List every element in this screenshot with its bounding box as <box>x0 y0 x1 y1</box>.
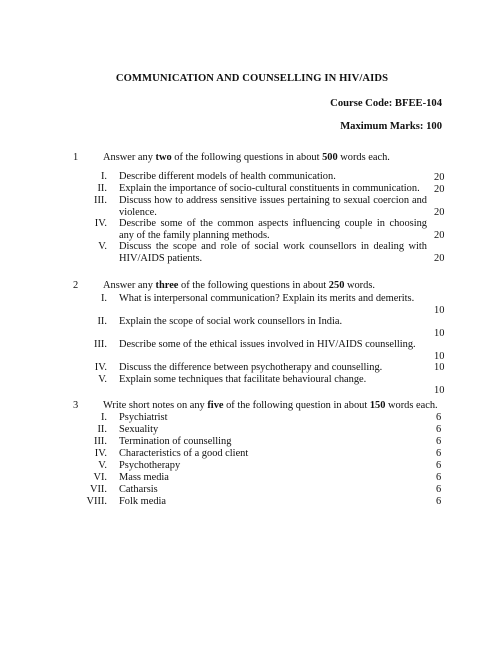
q1-item-4-roman: IV. <box>94 218 107 229</box>
q1-item-1-text: Describe different models of health communication. <box>119 171 336 182</box>
q3-item-1-roman: I. <box>100 412 107 423</box>
paper-title: COMMUNICATION AND COUNSELLING IN HIV/AIDS <box>115 73 389 84</box>
q2-item-1-roman: I. <box>100 293 107 304</box>
question-2-number: 2 <box>73 280 79 291</box>
q2-item-2-marks: 10 <box>434 328 445 339</box>
q2-item-5-text: Explain some techniques that facilitate behavioural change. <box>119 374 367 385</box>
q1-item-3-marks: 20 <box>434 207 445 218</box>
q1-item-4-marks: 20 <box>434 230 445 241</box>
question-2-words: 250 <box>328 280 345 291</box>
q3-item-4-marks: 6 <box>436 448 442 459</box>
q3-item-7-text: Catharsis <box>119 484 158 495</box>
q3-item-7-roman: VII. <box>89 484 107 495</box>
q2-item-4-text: Discuss the difference between psychotherapy and counselling. <box>119 362 383 373</box>
q2-item-2-text: Explain the scope of social work counsellors in India. <box>119 316 343 327</box>
q2-item-1-marks: 10 <box>434 305 445 316</box>
q2-item-2-roman: II. <box>97 316 107 327</box>
q2-item-3-marks: 10 <box>434 351 445 362</box>
q3-item-6-roman: VI. <box>93 472 107 483</box>
q2-item-4-marks: 10 <box>434 362 445 373</box>
q3-item-2-marks: 6 <box>436 424 442 435</box>
q3-item-5-text: Psychotherapy <box>119 460 181 471</box>
q2-item-3-text: Describe some of the ethical issues involved in HIV/AIDS counselling. <box>119 339 416 350</box>
q3-item-1-marks: 6 <box>436 412 442 423</box>
q3-item-3-text: Termination of counselling <box>119 436 232 447</box>
q3-item-5-roman: V. <box>98 460 107 471</box>
question-1-words: 500 <box>322 152 338 163</box>
question-2-instruction: Answer any three of the following questions in about 250 words. <box>103 280 375 291</box>
q3-item-3-roman: III. <box>94 436 107 447</box>
q2-item-5-roman: V. <box>98 374 107 385</box>
q1-item-3-roman: III. <box>94 195 107 206</box>
q3-item-6-marks: 6 <box>436 472 442 483</box>
q3-item-8-marks: 6 <box>436 496 442 507</box>
course-code: Course Code: BFEE-104 <box>330 98 442 109</box>
q1-item-5-roman: V. <box>98 241 107 252</box>
q3-item-2-text: Sexuality <box>119 424 159 435</box>
q1-item-1-marks: 20 <box>434 172 445 183</box>
q3-item-8-text: Folk media <box>119 496 167 507</box>
q3-item-2-roman: II. <box>97 424 107 435</box>
q3-item-7-marks: 6 <box>436 484 442 495</box>
q2-item-3-roman: III. <box>94 339 107 350</box>
question-3-instruction: Write short notes on any five of the following question in about 150 words each. <box>103 400 438 411</box>
question-1-instruction: Answer any two of the following questions in about 500 words each. <box>103 152 390 163</box>
q3-item-8-roman: VIII. <box>86 496 107 507</box>
q3-item-4-text: Characteristics of a good client <box>119 448 249 459</box>
q3-item-4-roman: IV. <box>94 448 107 459</box>
q3-item-3-marks: 6 <box>436 436 442 447</box>
question-3-count: five <box>207 400 224 411</box>
question-1-count: two <box>155 152 172 163</box>
q1-item-2-text: Explain the importance of socio-cultural constituents in communication. <box>119 183 420 194</box>
q2-item-4-roman: IV. <box>94 362 107 373</box>
q1-item-5-text: Discuss the scope and role of social work counsellors in dealing with HIV/AIDS patients. <box>119 241 427 264</box>
q1-item-5-marks: 20 <box>434 253 445 264</box>
q1-item-3-text: Discuss how to address sensitive issues pertaining to sexual coercion and violence. <box>119 195 427 218</box>
q1-item-2-roman: II. <box>97 183 107 194</box>
q1-item-2-marks: 20 <box>434 184 445 195</box>
q1-item-4-text: Describe some of the common aspects influencing couple in choosing any of the family planning methods. <box>119 218 427 241</box>
q3-item-6-text: Mass media <box>119 472 169 483</box>
q3-item-1-text: Psychiatrist <box>119 412 168 423</box>
question-2-count: three <box>155 280 179 291</box>
q2-item-5-marks: 10 <box>434 385 445 396</box>
q2-item-1-text: What is interpersonal communication? Explain its merits and demerits. <box>119 293 415 304</box>
q1-item-1-roman: I. <box>100 171 107 182</box>
q3-item-5-marks: 6 <box>436 460 442 471</box>
maximum-marks: Maximum Marks: 100 <box>340 121 442 132</box>
question-3-words: 150 <box>369 400 386 411</box>
question-1-number: 1 <box>73 152 79 163</box>
question-3-number: 3 <box>73 400 79 411</box>
